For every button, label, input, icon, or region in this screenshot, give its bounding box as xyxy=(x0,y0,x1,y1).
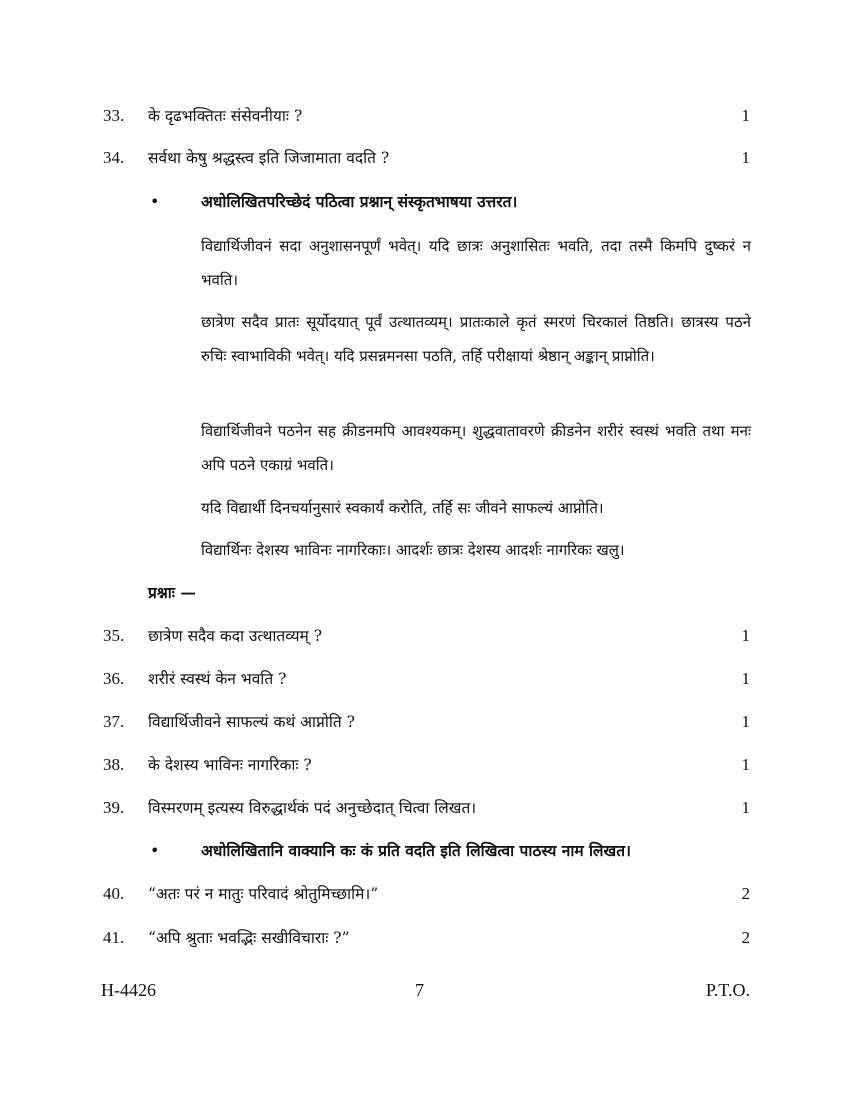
question-number: 35. xyxy=(103,626,125,645)
question-marks: 2 xyxy=(741,928,750,947)
question-text: शरीरं स्वस्थं केन भवति ? xyxy=(148,670,287,688)
paper-code: H-4426 xyxy=(101,980,156,1000)
instruction-text: अधोलिखितानि वाक्यानि कः कं प्रति वदति इति लिखित्वा पाठस्य नाम लिखत। xyxy=(201,841,631,860)
question-text: छात्रेण सदैव कदा उत्थातव्यम् ? xyxy=(148,627,323,645)
question-text: “अतः परं न मातुः परिवादं श्रोतुमिच्छामि।” xyxy=(148,885,379,903)
question-marks: 1 xyxy=(741,712,750,731)
questions-label: प्रश्नाः — xyxy=(148,583,196,602)
question-text: के दृढभक्तितः संसेवनीयाः ? xyxy=(148,107,303,125)
question-marks: 1 xyxy=(741,798,750,817)
bullet-icon: • xyxy=(150,192,160,211)
question-number: 34. xyxy=(103,148,125,167)
page-number: 7 xyxy=(415,980,424,1000)
question-marks: 1 xyxy=(741,669,750,688)
question-marks: 2 xyxy=(741,884,750,903)
question-marks: 1 xyxy=(741,755,750,774)
question-text: विद्यार्थिजीवने साफल्यं कथं आप्नोति ? xyxy=(148,713,355,731)
question-text: सर्वथा केषु श्रद्धस्त्व इति जिजामाता वदति ? xyxy=(148,149,390,167)
passage-paragraph: विद्यार्थिजीवने पठनेन सह क्रीडनमपि आवश्यकम्। शुद्धवातावरणे क्रीडनेन शरीरं स्वस्थं भवति तथा मनः अपि पठने एकाग्रं भवति। xyxy=(201,422,751,474)
question-number: 40. xyxy=(103,884,125,903)
pto-label: P.T.O. xyxy=(705,980,750,1000)
question-marks: 1 xyxy=(741,626,750,645)
question-number: 36. xyxy=(103,669,125,688)
passage-paragraph: यदि विद्यार्थी दिनचर्यानुसारं स्वकार्यं करोति, तर्हि सः जीवने साफल्यं आप्नोति। xyxy=(201,499,604,517)
question-number: 38. xyxy=(103,755,125,774)
question-number: 33. xyxy=(103,106,125,125)
question-number: 39. xyxy=(103,798,125,817)
passage-paragraph: विद्यार्थिजीवनं सदा अनुशासनपूर्णं भवेत्। यदि छात्रः अनुशासितः भवति, तदा तस्मै किमपि दुष्करं न भवति। xyxy=(201,237,751,289)
question-text: विस्मरणम् इत्यस्य विरुद्धार्थकं पदं अनुच्छेदात् चित्वा लिखत। xyxy=(148,799,477,817)
question-number: 37. xyxy=(103,712,125,731)
passage-paragraph: छात्रेण सदैव प्रातः सूर्योदयात् पूर्वं उत्थातव्यम्। प्रातःकाले कृतं स्मरणं चिरकालं तिष्ठति। छात्रस्य पठने रुचिः स्वाभाविकी भवेत्। यदि प्रसन्नमनसा पठति, तर्हि परीक्षायां श्रेष्ठान् अङ्कान् प्राप्नोति। xyxy=(201,313,751,365)
bullet-icon: • xyxy=(150,841,160,860)
instruction-text: अधोलिखितपरिच्छेदं पठित्वा प्रश्नान् संस्कृतभाषया उत्तरत। xyxy=(201,192,518,211)
question-marks: 1 xyxy=(741,106,750,125)
question-number: 41. xyxy=(103,928,125,947)
question-text: के देशस्य भाविनः नागरिकाः ? xyxy=(148,756,312,774)
question-marks: 1 xyxy=(741,148,750,167)
passage-paragraph: विद्यार्थिनः देशस्य भाविनः नागरिकाः। आदर्शः छात्रः देशस्य आदर्शः नागरिकः खलु। xyxy=(201,541,625,559)
question-text: “अपि श्रुताः भवद्भिः सखीविचाराः ?” xyxy=(148,929,350,947)
